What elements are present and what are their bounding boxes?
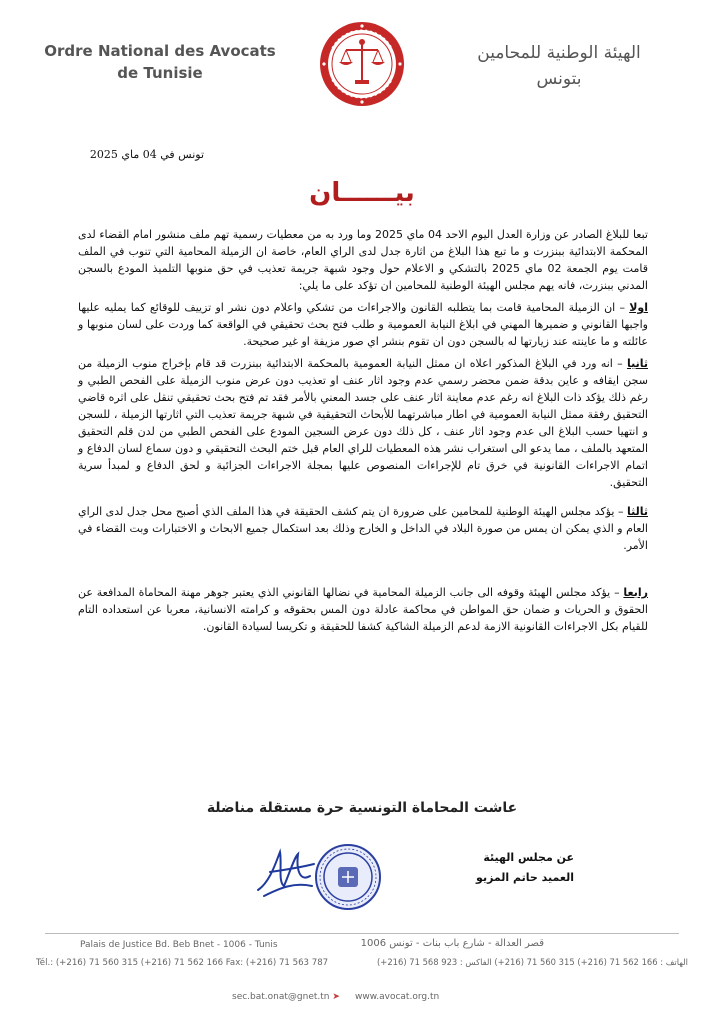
document-title: بيــــــان [309,178,415,208]
point-first-text: – ان الزميلة المحامية قامت بما يتطلبه القانون والاجراءات من تشكي واعلام دون نشر او تزييف للوقائع كما يمليه عليها واجبها القانوني و ضميرها المهني في ابلاغ النيابة العمومية و طلب فتح بحث تحقيقي في الواقعة كما وردت على لسان منوبها و عائلته و ما عاينته عند زيارتها له بالسجن دون ان تقوم بنشر اي صور مزيفة او غير صحيحة. [78,301,648,348]
scales-of-justice-emblem-icon [318,18,406,110]
statement-body [78,226,648,640]
footer-phones-fr: Tél.: (+216) 71 560 315 (+216) 71 562 166 Fax: (+216) 71 563 787 [36,958,329,968]
point-fourth [78,584,648,635]
arabic-org-name [434,40,684,92]
handwritten-signature-icon [250,842,320,902]
french-org-name [40,40,280,84]
footer-phones-ar: الهاتف : 166 562 71 (216+) 315 560 71 (216+) الفاكس : 923 568 71 (216+) [377,957,688,967]
signatory-line1: عن مجلس الهيئة [483,851,574,864]
footer-divider [45,933,679,934]
point-third-text: – يؤكد مجلس الهيئة الوطنية للمحامين على ضرورة ان يتم كشف الحقيقة في هذا الملف الذي أصبح محل جدل لدى الراي العام و الذي يمكن ان يمس من صورة البلاد في الداخل و الخارج وذلك بعد استكمال جميع الابحاث و الاختبارات وبت القضاء في الأمر. [78,505,648,552]
intro-paragraph: تبعا للبلاغ الصادر عن وزارة العدل اليوم الاحد 04 ماي 2025 وما ورد به من معطيات رسمية تهم ملف منشور امام القضاء لدى المحكمة الابتدائية ببنزرت و ما تبع هذا البلاغ من اثارة جدل لدى الراي العام، خاصة ان الزميلة المحامية التي تنوب في الملف قامت يوم الجمعة 02 ماي 2025 بالتشكي و الاعلام حول وجود شبهة جريمة تعذيب في حق منوبها التلميذ المودع بالسجن المدني ببنزرت، فانه يهم مجلس الهيئة الوطنية للمحامين ان تؤكد على ما يلي: [78,228,648,292]
signatory-block [476,848,574,888]
point-third [78,503,648,554]
point-second [78,355,648,491]
point-fourth-label: رابعا [623,586,648,599]
point-second-text: – انه ورد في البلاغ المذكور اعلاه ان ممثل النيابة العمومية بالمحكمة الابتدائية ببنزرت قد قام بإخراج منوب الزميلة من سجن ايقافه و عاين بدقة ضمن محضر رسمي عدم وجود اثار عنف او تعذيب دون عرض منوب الزميلة على الفحص الطبي و رغم ذلك يؤكد ذات البلاغ انه رغم عدم معاينة اثار عنف على جسد المعني بالأمر فقد تم فتح بحث تحقيقي تنقل على اثره قاضي التحقيق رفقة ممثل النيابة العمومية في اطار مباشرتهما للأبحاث التحقيقية في شبهة جريمة تعذيب التي اثارتها الزميلة ، للسجن و انتهيا حسب البلاغ الى عدم وجود اثار عنف ، كل ذلك دون عرض السجين المودع على الفحص الطبي من لدن قلم التحقيق المتعهد بالملف ، مما يدعو الى استغراب نشر هذه المعطيات للراي العام قبل ختم البحث التحقيقي و دون سماع لسان الدفاع و اتمام الاجراءات القانونية في خرق تام للإجراءات المنصوص عليها بمجلة الاجراءات الجزائية و لحق الدفاع و لمبدأ سرية التحقيق. [78,357,648,489]
arrow-icon: ➤ [332,992,340,1002]
point-first [78,299,648,350]
signatory-line2: العميد حاتم المزيو [476,871,574,884]
point-third-label: ثالثا [626,505,648,518]
document-date: تونس في 04 ماي 2025 [89,148,204,161]
website-link[interactable]: www.avocat.org.tn [355,992,440,1002]
point-fourth-text: – يؤكد مجلس الهيئة وقوفه الى جانب الزميلة المحامية في نضالها القانوني الذي يعتبر جوهر مهنة المحاماة المدافعة عن الحقوق و الحريات و ضمان حق المواطن في محاكمة عادلة دون المس بحقوقه و كرامته الانسانية، معربا عن استعداده التام للقيام بكل الاجراءات القانونية الازمة لدعم الزميلة الشاكية كشفا للحقيقة و تكريسا لسيادة القانون. [78,586,648,633]
point-second-label: ثانيا [626,357,648,370]
arabic-org-name-line1: الهيئة الوطنية للمحامين [477,43,641,63]
official-seal-icon [314,843,382,911]
footer-website[interactable] [355,992,439,1002]
letterhead [0,0,724,110]
footer-address-fr: Palais de Justice Bd. Beb Bnet - 1006 - Tunis [80,940,278,950]
point-first-label: اولا [629,301,648,314]
email-link[interactable]: sec.bat.onat@gnet.tn [232,992,330,1002]
footer-email[interactable] [232,992,340,1002]
closing-motto: عاشت المحاماة التونسية حرة مستقلة مناضلة [206,800,518,816]
footer-address-ar: قصر العدالة - شارع باب بنات - تونس 1006 [360,938,544,949]
french-org-name-line1: Ordre National des Avocats [44,42,276,60]
arabic-org-name-line2: بتونس [536,69,582,89]
french-org-name-line2: de Tunisie [117,64,203,82]
